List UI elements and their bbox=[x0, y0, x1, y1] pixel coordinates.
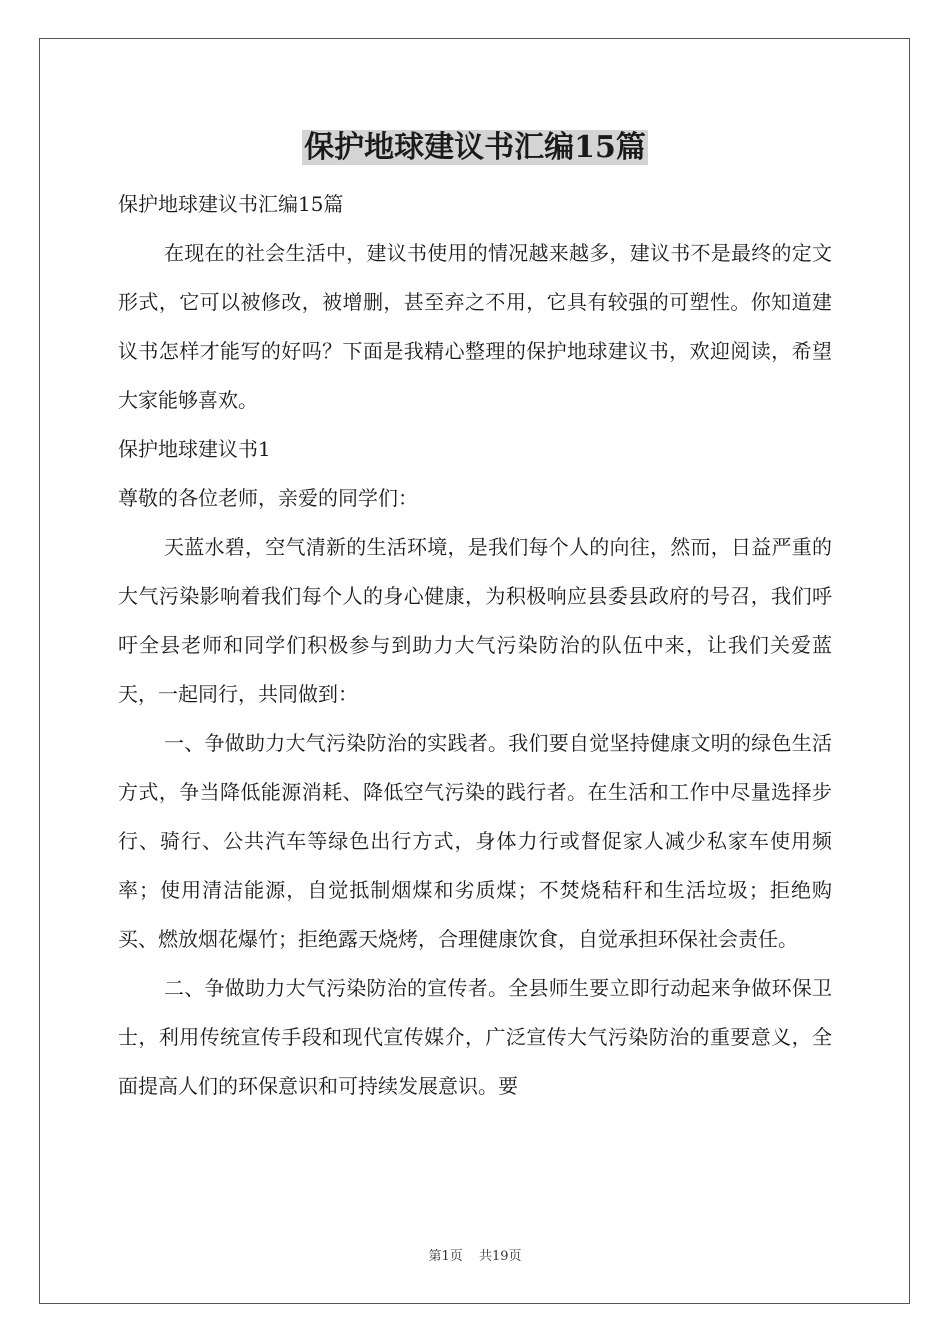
paragraph-intro: 在现在的社会生活中，建议书使用的情况越来越多，建议书不是最终的定文形式，它可以被修改，被增删，甚至弃之不用，它具有较强的可塑性。你知道建议书怎样才能写的好吗？下面是我精心整理的保护地球建议书，欢迎阅读，希望大家能够喜欢。 bbox=[118, 241, 832, 412]
section-heading: 保护地球建议书1 bbox=[118, 437, 271, 461]
paragraph-point-two: 二、争做助力大气污染防治的宣传者。全县师生要立即行动起来争做环保卫士，利用传统宣传手段和现代宣传媒介，广泛宣传大气污染防治的重要意义，全面提高人们的环保意识和可持续发展意识。要 bbox=[118, 976, 832, 1098]
page-number: 第1页 bbox=[428, 1249, 463, 1264]
paragraph-body: 天蓝水碧，空气清新的生活环境，是我们每个人的向往，然而，日益严重的大气污染影响着我们每个人的身心健康，为积极响应县委县政府的号召，我们呼吁全县老师和同学们积极参与到助力大气污染防治的队伍中来，让我们关爱蓝天，一起同行，共同做到： bbox=[118, 535, 832, 706]
page-total: 共19页 bbox=[478, 1249, 522, 1264]
salutation: 尊敬的各位老师，亲爱的同学们： bbox=[118, 486, 418, 510]
page-footer bbox=[0, 1248, 950, 1266]
document-title bbox=[0, 126, 950, 170]
paragraph-subtitle: 保护地球建议书汇编15篇 bbox=[118, 192, 344, 216]
paragraph-point-one: 一、争做助力大气污染防治的实践者。我们要自觉坚持健康文明的绿色生活方式，争当降低能源消耗、降低空气污染的践行者。在生活和工作中尽量选择步行、骑行、公共汽车等绿色出行方式，身体力行或督促家人减少私家车使用频率；使用清洁能源，自觉抵制烟煤和劣质煤；不焚烧秸秆和生活垃圾；拒绝购买、燃放烟花爆竹；拒绝露天烧烤，合理健康饮食，自觉承担环保社会责任。 bbox=[118, 731, 832, 951]
document-body bbox=[118, 180, 832, 1111]
document-title-text: 保护地球建议书汇编15篇 bbox=[304, 130, 646, 165]
